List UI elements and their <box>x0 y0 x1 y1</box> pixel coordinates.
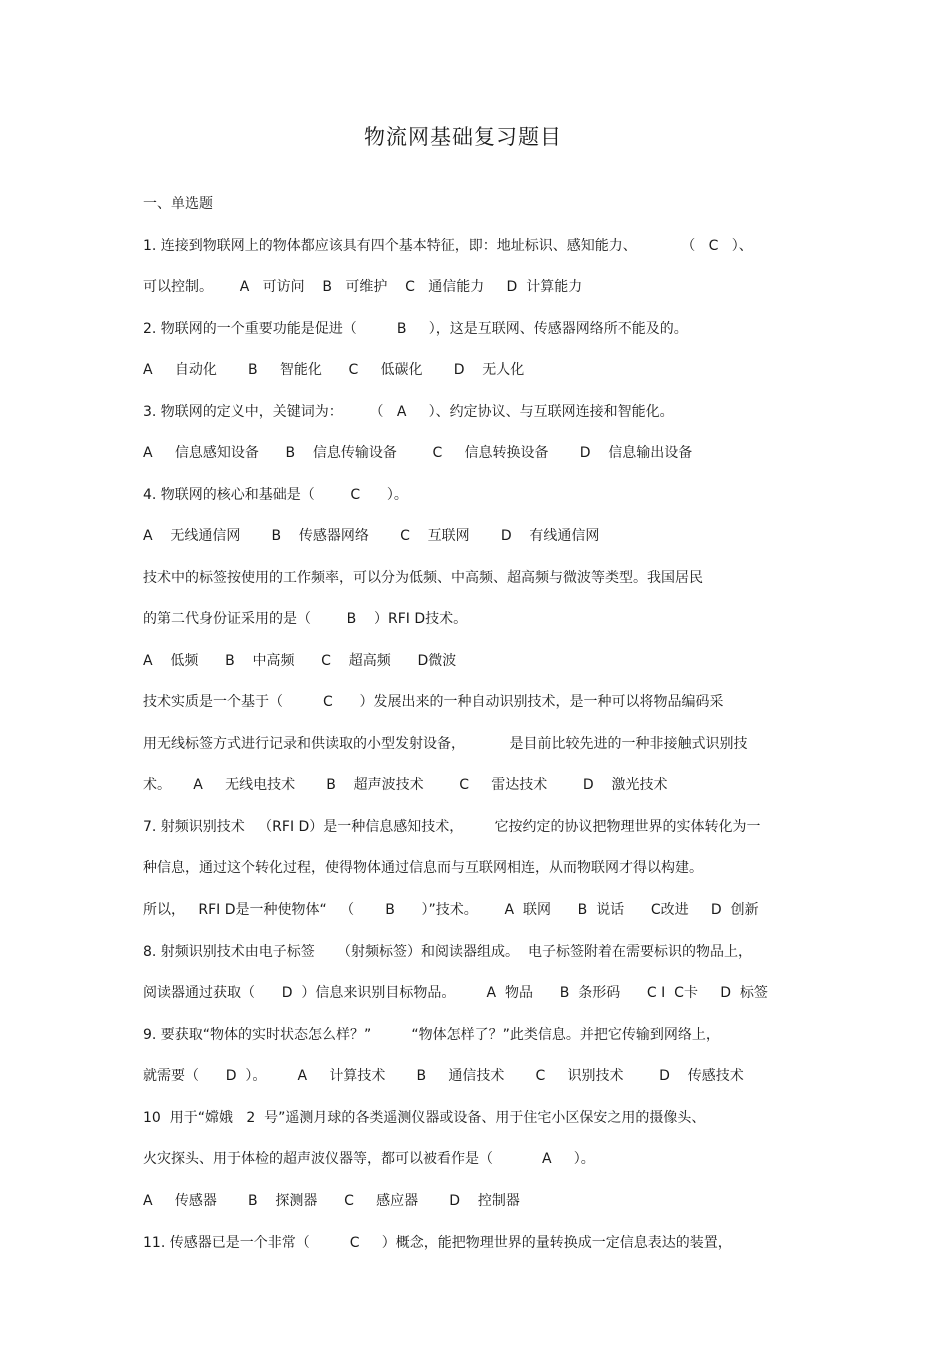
options-line: A 无线通信网 B 传感器网络 C 互联网 D 有线通信网 <box>143 528 600 544</box>
question-line: 1. 连接到物联网上的物体都应该具有四个基本特征，即：地址标识、感知能力、 （ C ）、 <box>143 238 753 254</box>
options-line: A 低频 B 中高频 C 超高频 D微波 <box>143 653 457 669</box>
options-line: 术。 A 无线电技术 B 超声波技术 C 雷达技术 D 激光技术 <box>143 777 668 793</box>
question-line: 3. 物联网的定义中，关键词为： （ A ）、约定协议、与互联网连接和智能化。 <box>143 404 674 420</box>
question-line: 种信息，通过这个转化过程，使得物体通过信息而与互联网相连，从而物联网才得以构建。 <box>143 860 703 876</box>
options-line: A 传感器 B 探测器 C 感应器 D 控制器 <box>143 1193 520 1209</box>
options-line: 可以控制。 A 可访问 B 可维护 C 通信能力 D 计算能力 <box>143 279 583 295</box>
question-line: 7. 射频识别技术 （RFI D）是一种信息感知技术， 它按约定的协议把物理世界的实体转化为一 <box>143 819 761 835</box>
document-title: 物流网基础复习题目 <box>364 125 562 149</box>
question-line: 的第二代身份证采用的是（ B ）RFI D技术。 <box>143 611 468 627</box>
question-line: 技术实质是一个基于（ C ）发展出来的一种自动识别技术，是一种可以将物品编码采 <box>143 694 724 710</box>
question-line: 2. 物联网的一个重要功能是促进（ B ），这是互联网、传感器网络所不能及的。 <box>143 321 688 337</box>
question-line: 技术中的标签按使用的工作频率，可以分为低频、中高频、超高频与微波等类型。我国居民 <box>143 570 703 586</box>
question-line: 所以， RFI D是一种使物体“ （ B ）”技术。 A 联网 B 说话 C改进 D 创新 <box>143 902 759 918</box>
question-line: 8. 射频识别技术由电子标签 （射频标签）和阅读器组成。 电子标签附着在需要标识的物品上， <box>143 944 752 960</box>
question-line: 9. 要获取“物体的实时状态怎么样？” “物体怎样了？”此类信息。并把它传输到网络上， <box>143 1027 720 1043</box>
question-line: 就需要（ D ）。 A 计算技术 B 通信技术 C 识别技术 D 传感技术 <box>143 1068 744 1084</box>
question-line: 4. 物联网的核心和基础是（ C ）。 <box>143 487 408 503</box>
question-line: 10 用于“嫦娥 2 号”遥测月球的各类遥测仪器或设备、用于住宅小区保安之用的摄像头、 <box>143 1110 706 1126</box>
question-line: 用无线标签方式进行记录和供读取的小型发射设备， 是目前比较先进的一种非接触式识别技 <box>143 736 748 752</box>
question-line: 阅读器通过获取（ D ）信息来识别目标物品。 A 物品 B 条形码 C I C卡 D 标签 <box>143 985 768 1001</box>
question-line: 11. 传感器已是一个非常（ C ）概念，能把物理世界的量转换成一定信息表达的装置， <box>143 1235 732 1251</box>
question-line: 火灾探头、用于体检的超声波仪器等，都可以被看作是（ A ）。 <box>143 1151 595 1167</box>
options-line: A 自动化 B 智能化 C 低碳化 D 无人化 <box>143 362 525 378</box>
section-heading: 一、单选题 <box>143 196 213 212</box>
options-line: A 信息感知设备 B 信息传输设备 C 信息转换设备 D 信息输出设备 <box>143 445 693 461</box>
